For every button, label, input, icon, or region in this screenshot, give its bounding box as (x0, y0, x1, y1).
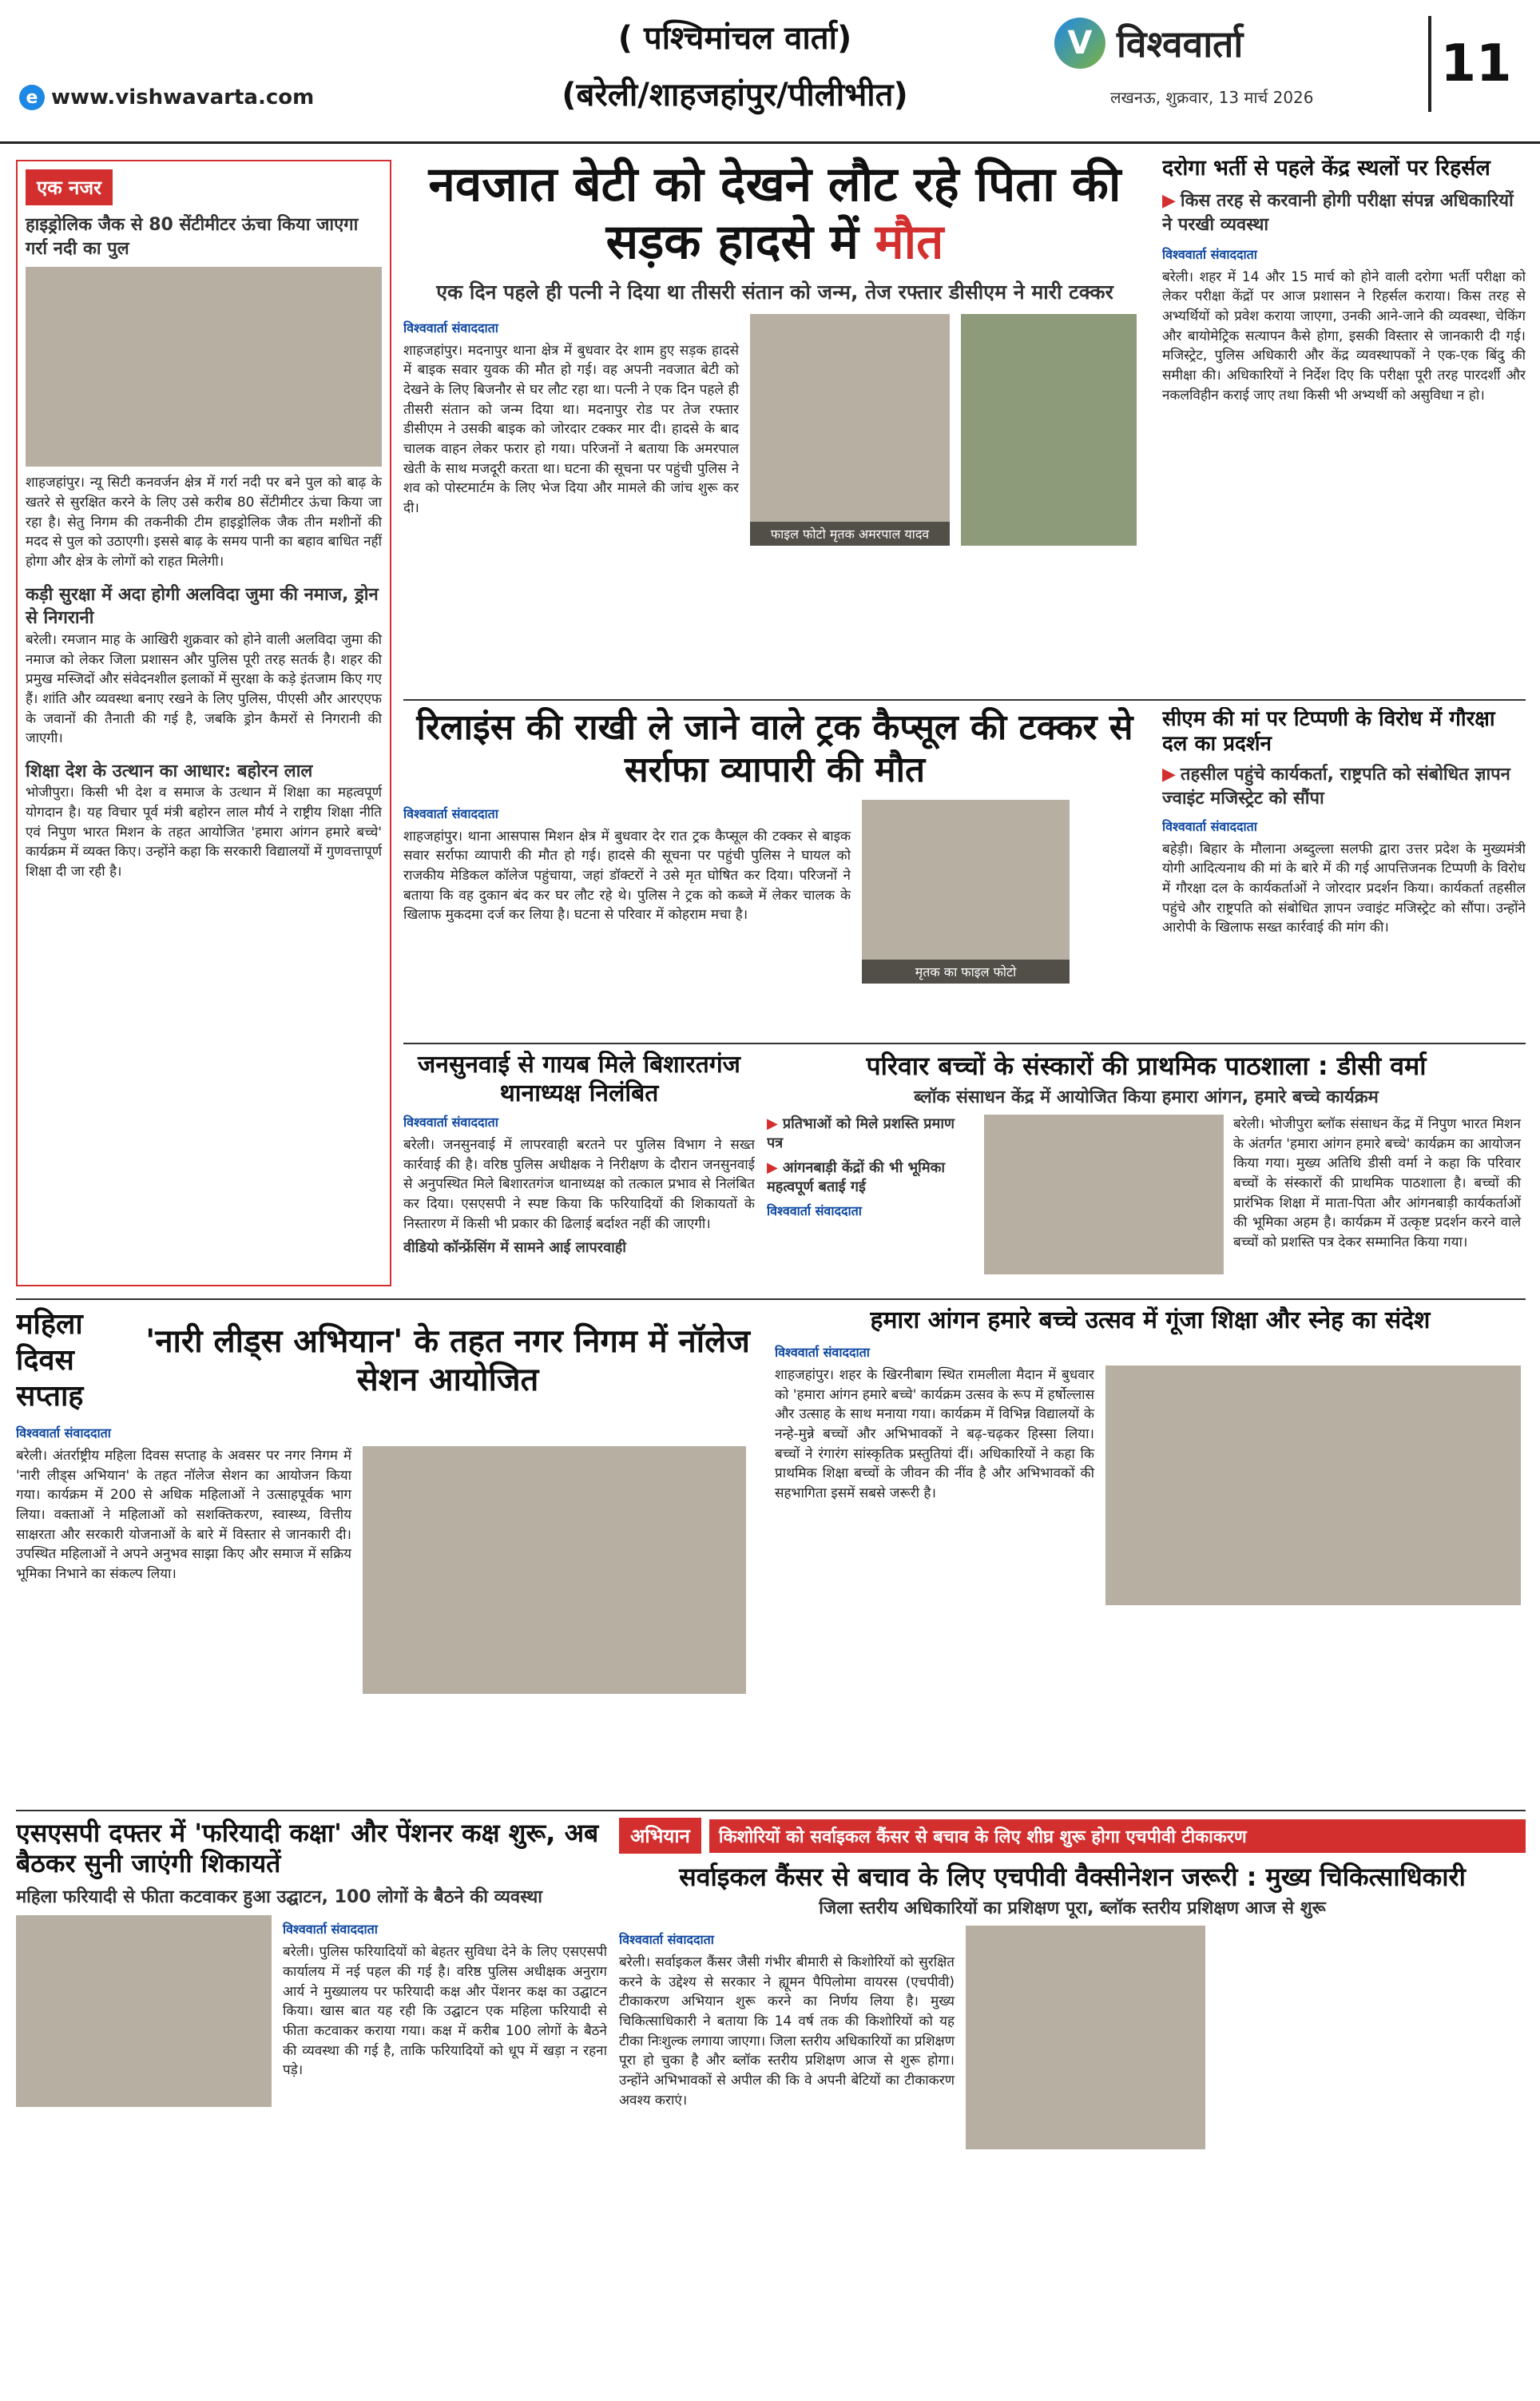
jansunwai-byline: विश्ववार्ता संवाददाता (403, 1115, 498, 1130)
divider (403, 699, 1526, 701)
ek-nazar-label: एक नजर (26, 169, 113, 205)
jansunwai-headline: जनसुनवाई से गायब मिले बिशारतगंज थानाध्यक्ष निलंबित (418, 1051, 740, 1107)
hpv-tag: अभियान (619, 1818, 701, 1854)
nari-body: बरेली। अंतर्राष्ट्रीय महिला दिवस सप्ताह के अवसर पर नगर निगम में 'नारी लीड्स अभियान' के तहत नॉलेज सेशन का आयोजन किया गया। कार्यक्रम में 200 से अधिक महिलाओं ने उत्साहपूर्वक भाग लिया। वक्ताओं ने महिलाओं को सशक्तिकरण, स्वास्थ्य, वित्तीय साक्षरता और सरकारी योजनाओं के बारे में विस्तार से जानकारी दी। उपस्थित महिलाओं ने अपने अनुभव साझा किए और समाज में सक्रिय भूमिका निभाने का संकल्प लिया। (16, 1448, 351, 1582)
raakhi-photo (862, 800, 1070, 984)
daroga-point (1162, 189, 1526, 237)
aangan-story (775, 1306, 1526, 1802)
site-url[interactable] (19, 85, 314, 110)
sanskar-photo (984, 1115, 1224, 1274)
lead-photo-caption: फाइल फोटो मृतक अमरपाल यादव (750, 522, 950, 546)
bullet-icon: ▶ (1162, 765, 1176, 785)
lead-headline-accent: मौत (875, 214, 944, 270)
sanskar-point2 (767, 1159, 974, 1198)
mahila-diwas-label: महिला दिवस सप्ताह (16, 1308, 84, 1413)
edition-label (527, 14, 943, 115)
fariyadi-subhead: महिला फरियादी से फीता कटवाकर हुआ उद्घाटन, 100 लोगों के बैठने की व्यवस्था (16, 1886, 542, 1907)
ek-nazar-item2-body: बरेली। रमजान माह के आखिरी शुक्रवार को होने वाली अलविदा जुमा की नमाज को लेकर जिला प्रशासन और पुलिस पूरी तरह सतर्क है। शहर की प्रमुख मस्जिदों और संवेदनशील इलाकों में सुरक्षा के कड़े इंतजाम किए गए हैं। शांति और व्यवस्था बनाए रखने के लिए पुलिस, पीएसी और आरएएफ के जवानों की तैनाती की गई है, जबकि ड्रोन कैमरों से निगरानी की जाएगी। (26, 631, 382, 747)
raakhi-body: शाहजहांपुर। थाना आसपास मिशन क्षेत्र में बुधवार देर रात ट्रक कैप्सूल की टक्कर से बाइक सवार सर्राफा व्यापारी की मौत हो गई। हादसे की सूचना पर पहुंची पुलिस ने घायल को राजकीय मेडिकल कॉलेज पहुंचाया, जहां डॉक्टरों ने उसे मृत घोषित कर दिया। परिजनों ने बताया कि वह दुकान बंद कर घर लौट रहे थे। पुलिस ने ट्रक को कब्जे में लेकर चालक के खिलाफ मुकदमा दर्ज कर लिया है। घटना से परिवार में कोहराम मचा है। (403, 828, 851, 924)
gorakhsha-body: बहेड़ी। बिहार के मौलाना अब्दुल्ला सलफी द्वारा उत्तर प्रदेश के मुख्यमंत्री योगी आदित्यनाथ की मां के बारे में की गई आपत्तिजनक टिप्पणी के विरोध में गौरक्षा दल के कार्यकर्ताओं ने जोरदार प्रदर्शन किया। कार्यकर्ता तहसील पहुंचे और राष्ट्रपति को संबोधित ज्ञापन ज्वाइंट मजिस्ट्रेट को सौंपा। उन्होंने आरोपी के खिलाफ सख्त कार्रवाई की मांग की। (1162, 841, 1526, 936)
lead-headline-text: नवजात बेटी को देखने लौट रहे पिता की सड़क हादसे में मौत (428, 157, 1121, 270)
sanskar-story (767, 1051, 1526, 1290)
edition-line2: (बरेली/शाहजहांपुर/पीलीभीत) (562, 77, 908, 113)
fariyadi-photo (16, 1915, 272, 2107)
site-url-text: www.vishwavarta.com (51, 85, 315, 109)
dateline: लखनऊ, शुक्रवार, 13 मार्च 2026 (1110, 88, 1314, 107)
browser-e-icon: e (19, 85, 45, 110)
sanskar-point2-text: आंगनबाड़ी केंद्रों की भी भूमिका महत्वपूर्ण बताई गई (767, 1159, 946, 1195)
brand-logo-icon: V (1054, 18, 1105, 69)
lead-subhead: एक दिन पहले ही पत्नी ने दिया था तीसरी संतान को जन्म, तेज रफ्तार डीसीएम ने मारी टक्कर (436, 280, 1113, 304)
daroga-body: बरेली। शहर में 14 और 15 मार्च को होने वाली दरोगा भर्ती परीक्षा को लेकर परीक्षा केंद्रों पर आज प्रशासन ने रिहर्सल कराया। किस तरह से अभ्यर्थियों को प्रवेश कराया जाएगा, उनकी आने-जाने की व्यवस्था, चेकिंग और बायोमेट्रिक सत्यापन कैसे होगा, इसकी विस्तार से जानकारी दी गई। मजिस्ट्रेट, पुलिस अधिकारी और केंद्र व्यवस्थापकों ने एक-एक बिंदु की समीक्षा की। अधिकारियों ने निर्देश दिए कि परीक्षा पूरी तरह पारदर्शी और नकलविहीन कराई जाए तथा किसी भी अभ्यर्थी को असुविधा न हो। (1162, 268, 1526, 403)
hpv-subhead: जिला स्तरीय अधिकारियों का प्रशिक्षण पूरा, ब्लॉक स्तरीय प्रशिक्षण आज से शुरू (819, 1898, 1326, 1919)
bridge-photo (26, 267, 382, 467)
ek-nazar-item1-body: शाहजहांपुर। न्यू सिटी कनवर्जन क्षेत्र में गर्रा नदी पर बने पुल को बाढ़ के खतरे से सुरक्षित करने के लिए उसे करीब 80 सेंटीमीटर ऊंचा किया जा रहा है। सेतु निगम की तकनीकी टीम हाइड्रोलिक जैक तीन मशीनों की मदद से पुल को उठाएगी। इससे बाढ़ के समय पानी का बहाव बाधित नहीं होगा और क्षेत्र के लोगों को राहत मिलेगी। (26, 475, 382, 570)
sanskar-point1-text: प्रतिभाओं को मिले प्रशस्ति प्रमाण पत्र (767, 1115, 955, 1152)
aangan-body: शाहजहांपुर। शहर के खिरनीबाग स्थित रामलीला मैदान में बुधवार को 'हमारा आंगन हमारे बच्चे' कार्यक्रम उत्सव के रूप में हर्षोल्लास और उत्साह के साथ मनाया गया। कार्यक्रम में विभिन्न विद्यालयों के नन्हे-मुन्ने बच्चों और अभिभावकों ने बढ़-चढ़कर हिस्सा लिया। बच्चों ने रंगारंग सांस्कृतिक प्रस्तुतियां दीं। अधिकारियों ने कहा कि प्राथमिक शिक्षा बच्चों के जीवन की नींव है और अभिभावकों की सहभागिता इसमें सबसे जरूरी है। (775, 1367, 1094, 1501)
lead-body: शाहजहांपुर। मदनापुर थाना क्षेत्र में बुधवार देर शाम हुए सड़क हादसे में बाइक सवार युवक की मौत हो गई। वह अपनी नवजात बेटी को देखने के लिए बिजनौर से घर लौट रहा था। पत्नी ने एक दिन पहले ही तीसरी संतान को जन्म दिया था। मदनापुर रोड पर तेज रफ्तार डीसीएम ने उसकी बाइक को जोरदार टक्कर मार दी। हादसे के बाद चालक वाहन लेकर फरार हो गया। परिजनों ने बताया कि अमरपाल खेती के साथ मजदूरी करता था। घटना की सूचना पर पहुंची पुलिस ने शव को पोस्टमार्टम के लिए भेज दिया और मामले की जांच शुरू कर दी। (403, 342, 739, 516)
aangan-headline: हमारा आंगन हमारे बच्चे उत्सव में गूंजा शिक्षा और स्नेह का संदेश (870, 1306, 1431, 1334)
gorakhsha-story (1162, 707, 1526, 1039)
lead-story (403, 156, 1146, 691)
jansunwai-body: बरेली। जनसुनवाई में लापरवाही बरतने पर पुलिस विभाग ने सख्त कार्रवाई की है। वरिष्ठ पुलिस अधीक्षक ने निरीक्षण के दौरान जनसुनवाई से अनुपस्थित मिले बिशारतगंज थानाध्यक्ष को तत्काल प्रभाव से निलंबित कर दिया। एसएसपी ने स्पष्ट किया कि फरियादियों की शिकायतों के निस्तारण में किसी भी प्रकार की ढिलाई बर्दाश्त नहीं की जाएगी। (403, 1137, 755, 1232)
bullet-icon: ▶ (767, 1115, 778, 1133)
lead-byline: विश्ववार्ता संवाददाता (403, 320, 498, 336)
raakhi-photo-caption: मृतक का फाइल फोटो (862, 960, 1070, 984)
hpv-story (619, 1818, 1526, 2377)
daroga-headline: दरोगा भर्ती से पहले केंद्र स्थलों पर रिहर्सल (1162, 156, 1490, 181)
gorakhsha-point-text: तहसील पहुंचे कार्यकर्ता, राष्ट्रपति को संबोधित ज्ञापन ज्वाइंट मजिस्ट्रेट को सौंपा (1162, 765, 1510, 809)
jansunwai-subhead: वीडियो कॉन्फ्रेंसिंग में सामने आई लापरवाही (403, 1239, 626, 1257)
nari-photo (363, 1446, 746, 1694)
bullet-icon: ▶ (1162, 191, 1176, 212)
hpv-byline: विश्ववार्ता संवाददाता (619, 1932, 714, 1948)
raakhi-headline: रिलाइंस की राखी ले जाने वाले ट्रक कैप्सूल की टक्कर से सर्राफा व्यापारी की मौत (416, 707, 1133, 790)
gorakhsha-headline: सीएम की मां पर टिप्पणी के विरोध में गौरक्षा दल का प्रदर्शन (1162, 707, 1495, 757)
nari-story (16, 1306, 763, 1802)
sanskar-byline: विश्ववार्ता संवाददाता (767, 1203, 862, 1219)
ek-nazar-item1-head: हाइड्रोलिक जैक से 80 सेंटीमीटर ऊंचा किया जाएगा गर्रा नदी का पुल (26, 215, 359, 259)
aangan-byline: विश्ववार्ता संवाददाता (775, 1345, 870, 1360)
divider (403, 1043, 1526, 1044)
lead-headline (403, 156, 1146, 271)
daroga-story (1162, 156, 1526, 687)
fariyadi-headline: एसएसपी दफ्तर में 'फरियादी कक्षा' और पेंशनर कक्ष शुरू, अब बैठकर सुनी जाएंगी शिकायतें (16, 1818, 599, 1879)
daroga-point-text: किस तरह से करवानी होगी परीक्षा संपन्न अधिकारियों ने परखी व्यवस्था (1162, 191, 1514, 236)
brand-name: विश्ववार्ता (1117, 22, 1244, 66)
ek-nazar-item3-body: भोजीपुरा। किसी भी देश व समाज के उत्थान में शिक्षा का महत्वपूर्ण योगदान है। यह विचार पूर्व मंत्री बहोरन लाल मौर्य ने राष्ट्रीय शिक्षा नीति एवं निपुण भारत मिशन के तहत आयोजित 'हमारा आंगन हमारे बच्चे' कार्यक्रम में व्यक्त किए। उन्होंने कहा कि सरकारी विद्यालयों में गुणवत्तापूर्ण शिक्षा दी जा रही है। (26, 785, 382, 880)
gorakhsha-point (1162, 763, 1526, 810)
lead-photo (750, 314, 950, 546)
ek-nazar-column (16, 160, 391, 1286)
fariyadi-body: बरेली। पुलिस फरियादियों को बेहतर सुविधा देने के लिए एसएसपी कार्यालय में नई पहल की गई है। वरिष्ठ पुलिस अधीक्षक अनुराग आर्य ने मुख्यालय पर फरियादी कक्ष और पेंशनर कक्ष का उद्घाटन किया। खास बात यह रही कि उद्घाटन एक महिला फरियादी से फीता कटवाकर कराया गया। कक्ष में करीब 100 लोगों के बैठने की व्यवस्था की गई है, ताकि फरियादियों को धूप में खड़ा न रहना पड़े। (283, 1944, 607, 2079)
nari-byline: विश्ववार्ता संवाददाता (16, 1425, 111, 1441)
ek-nazar-item3-head: शिक्षा देश के उत्थान का आधार: बहोरन लाल (26, 761, 313, 781)
fariyadi-byline: विश्ववार्ता संवाददाता (283, 1922, 378, 1938)
masthead (0, 0, 1540, 144)
aangan-photo (1105, 1365, 1521, 1605)
jansunwai-story (403, 1051, 755, 1290)
sanskar-body: बरेली। भोजीपुरा ब्लॉक संसाधन केंद्र में निपुण भारत मिशन के अंतर्गत 'हमारा आंगन हमारे बच्चे' कार्यक्रम का आयोजन किया गया। मुख्य अतिथि डीसी वर्मा ने कहा कि परिवार बच्चों के संस्कारों की प्राथमिक पाठशाला है। बच्चों की प्रारंभिक शिक्षा में माता-पिता और आंगनबाड़ी कार्यकर्ताओं की भूमिका अहम है। कार्यक्रम में उत्कृष्ट प्रदर्शन करने वाले बच्चों को प्रशस्ति पत्र देकर सम्मानित किया गया। (1233, 1116, 1521, 1250)
hpv-body: बरेली। सर्वाइकल कैंसर जैसी गंभीर बीमारी से किशोरियों को सुरक्षित करने के उद्देश्य से सरकार ने ह्यूमन पैपिलोमा वायरस (एचपीवी) टीकाकरण अभियान शुरू करने का निर्णय लिया है। मुख्य चिकित्साधिकारी ने बताया कि 14 वर्ष तक की किशोरियों को यह टीका निःशुल्क लगाया जाएगा। जिला स्तरीय अधिकारियों का प्रशिक्षण पूरा हो चुका है और ब्लॉक स्तरीय प्रशिक्षण आज से शुरू होगा। उन्होंने अभिभावकों से अपील की कि वे अपनी बेटियों का टीकाकरण अवश्य कराएं। (619, 1954, 955, 2109)
hpv-topline: किशोरियों को सर्वाइकल कैंसर से बचाव के लिए शीघ्र शुरू होगा एचपीवी टीकाकरण (709, 1819, 1526, 1853)
sanskar-point1 (767, 1115, 974, 1154)
daroga-byline: विश्ववार्ता संवाददाता (1162, 246, 1257, 262)
divider (16, 1810, 1526, 1811)
raakhi-story (403, 707, 1146, 1039)
page-number: 11 (1428, 16, 1521, 112)
sanskar-headline: परिवार बच्चों के संस्कारों की प्राथमिक पाठशाला : डीसी वर्मा (866, 1051, 1427, 1081)
brand (1054, 18, 1243, 69)
hpv-photo (966, 1926, 1205, 2149)
edition-line1: ( पश्चिमांचल वार्ता) (617, 20, 852, 57)
accident-photo (961, 314, 1137, 546)
ek-nazar-item2-head: कड़ी सुरक्षा में अदा होगी अलविदा जुमा की नमाज, ड्रोन से निगरानी (26, 584, 379, 629)
gorakhsha-byline: विश्ववार्ता संवाददाता (1162, 818, 1257, 834)
raakhi-byline: विश्ववार्ता संवाददाता (403, 805, 498, 821)
divider (16, 1298, 1526, 1300)
hpv-headline: सर्वाइकल कैंसर से बचाव के लिए एचपीवी वैक्सीनेशन जरूरी : मुख्य चिकित्साधिकारी (679, 1862, 1466, 1892)
fariyadi-story (16, 1818, 607, 2377)
bullet-icon: ▶ (767, 1159, 778, 1176)
nari-headline: 'नारी लीड्स अभियान' के तहत नगर निगम में नॉलेज सेशन आयोजित (145, 1322, 750, 1398)
sanskar-subhead: ब्लॉक संसाधन केंद्र में आयोजित किया हमारा आंगन, हमारे बच्चे कार्यक्रम (914, 1087, 1379, 1108)
